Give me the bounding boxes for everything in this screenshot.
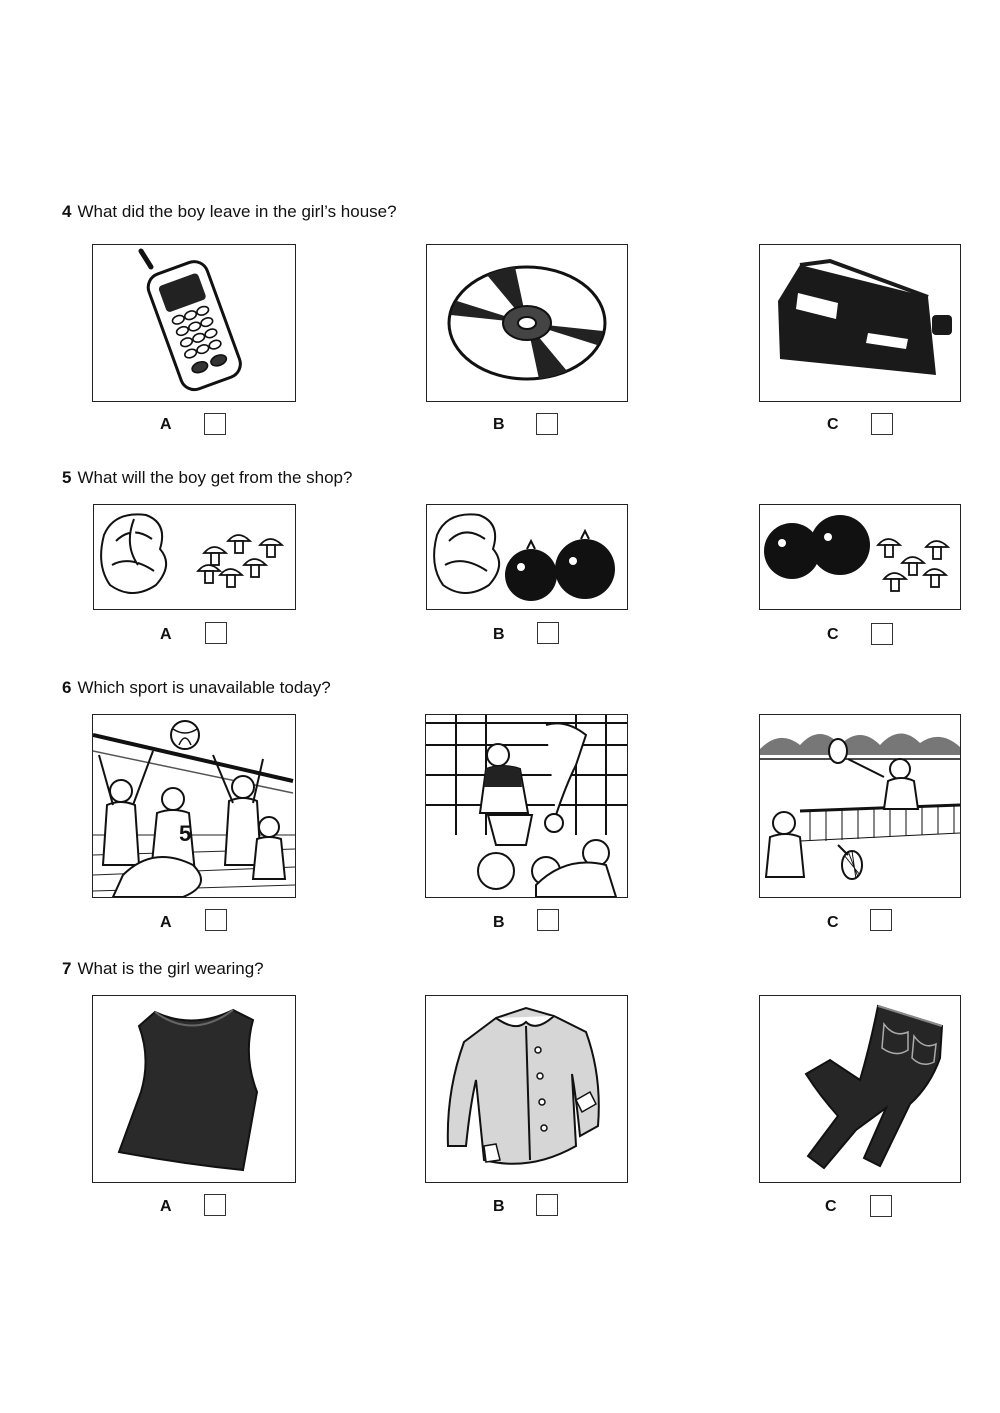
option-4a-mobile-phone-image <box>92 244 296 402</box>
question-text: Which sport is unavailable today? <box>77 678 331 697</box>
option-6c-tennis-image <box>759 714 961 898</box>
option-6a-checkbox[interactable] <box>205 909 227 931</box>
option-4c-wallet-image <box>759 244 961 402</box>
question-text: What did the boy leave in the girl’s house? <box>77 202 397 221</box>
option-4c-checkbox[interactable] <box>871 413 893 435</box>
option-5c-letter: C <box>827 626 839 643</box>
svg-text:5: 5 <box>179 821 192 846</box>
option-7a-checkbox[interactable] <box>204 1194 226 1216</box>
option-5b-cabbage-tomatoes-image <box>426 504 628 610</box>
option-6c-letter: C <box>827 914 839 931</box>
option-7b-letter: B <box>493 1198 505 1215</box>
question-text: What is the girl wearing? <box>77 959 264 978</box>
question-text: What will the boy get from the shop? <box>77 468 353 487</box>
option-4a-checkbox[interactable] <box>204 413 226 435</box>
option-7c-letter: C <box>825 1198 837 1215</box>
option-6c-checkbox[interactable] <box>870 909 892 931</box>
option-4b-letter: B <box>493 416 505 433</box>
option-5a-cabbage-mushrooms-image <box>93 504 296 610</box>
option-4b-checkbox[interactable] <box>536 413 558 435</box>
option-5c-checkbox[interactable] <box>871 623 893 645</box>
option-6a-volleyball-image <box>92 714 296 898</box>
option-5b-letter: B <box>493 626 505 643</box>
option-7c-jeans-image <box>759 995 961 1183</box>
option-7a-vest-image <box>92 995 296 1183</box>
option-7c-checkbox[interactable] <box>870 1195 892 1217</box>
option-5c-tomatoes-mushrooms-image <box>759 504 961 610</box>
option-7a-letter: A <box>160 1198 172 1215</box>
option-6b-gym-image <box>425 714 628 898</box>
option-5a-letter: A <box>160 626 172 643</box>
option-5b-checkbox[interactable] <box>537 622 559 644</box>
option-4a-letter: A <box>160 416 172 433</box>
option-6b-checkbox[interactable] <box>537 909 559 931</box>
question-7 <box>62 959 264 979</box>
option-7b-jacket-image <box>425 995 628 1183</box>
option-4c-letter: C <box>827 416 839 433</box>
option-6b-letter: B <box>493 914 505 931</box>
option-4b-cd-image <box>426 244 628 402</box>
question-4 <box>62 202 397 222</box>
question-6 <box>62 678 331 698</box>
option-5a-checkbox[interactable] <box>205 622 227 644</box>
question-number: 7 <box>62 959 72 978</box>
question-number: 5 <box>62 468 72 487</box>
question-number: 4 <box>62 202 72 221</box>
option-7b-checkbox[interactable] <box>536 1194 558 1216</box>
question-5 <box>62 468 352 488</box>
question-number: 6 <box>62 678 72 697</box>
option-6a-letter: A <box>160 914 172 931</box>
